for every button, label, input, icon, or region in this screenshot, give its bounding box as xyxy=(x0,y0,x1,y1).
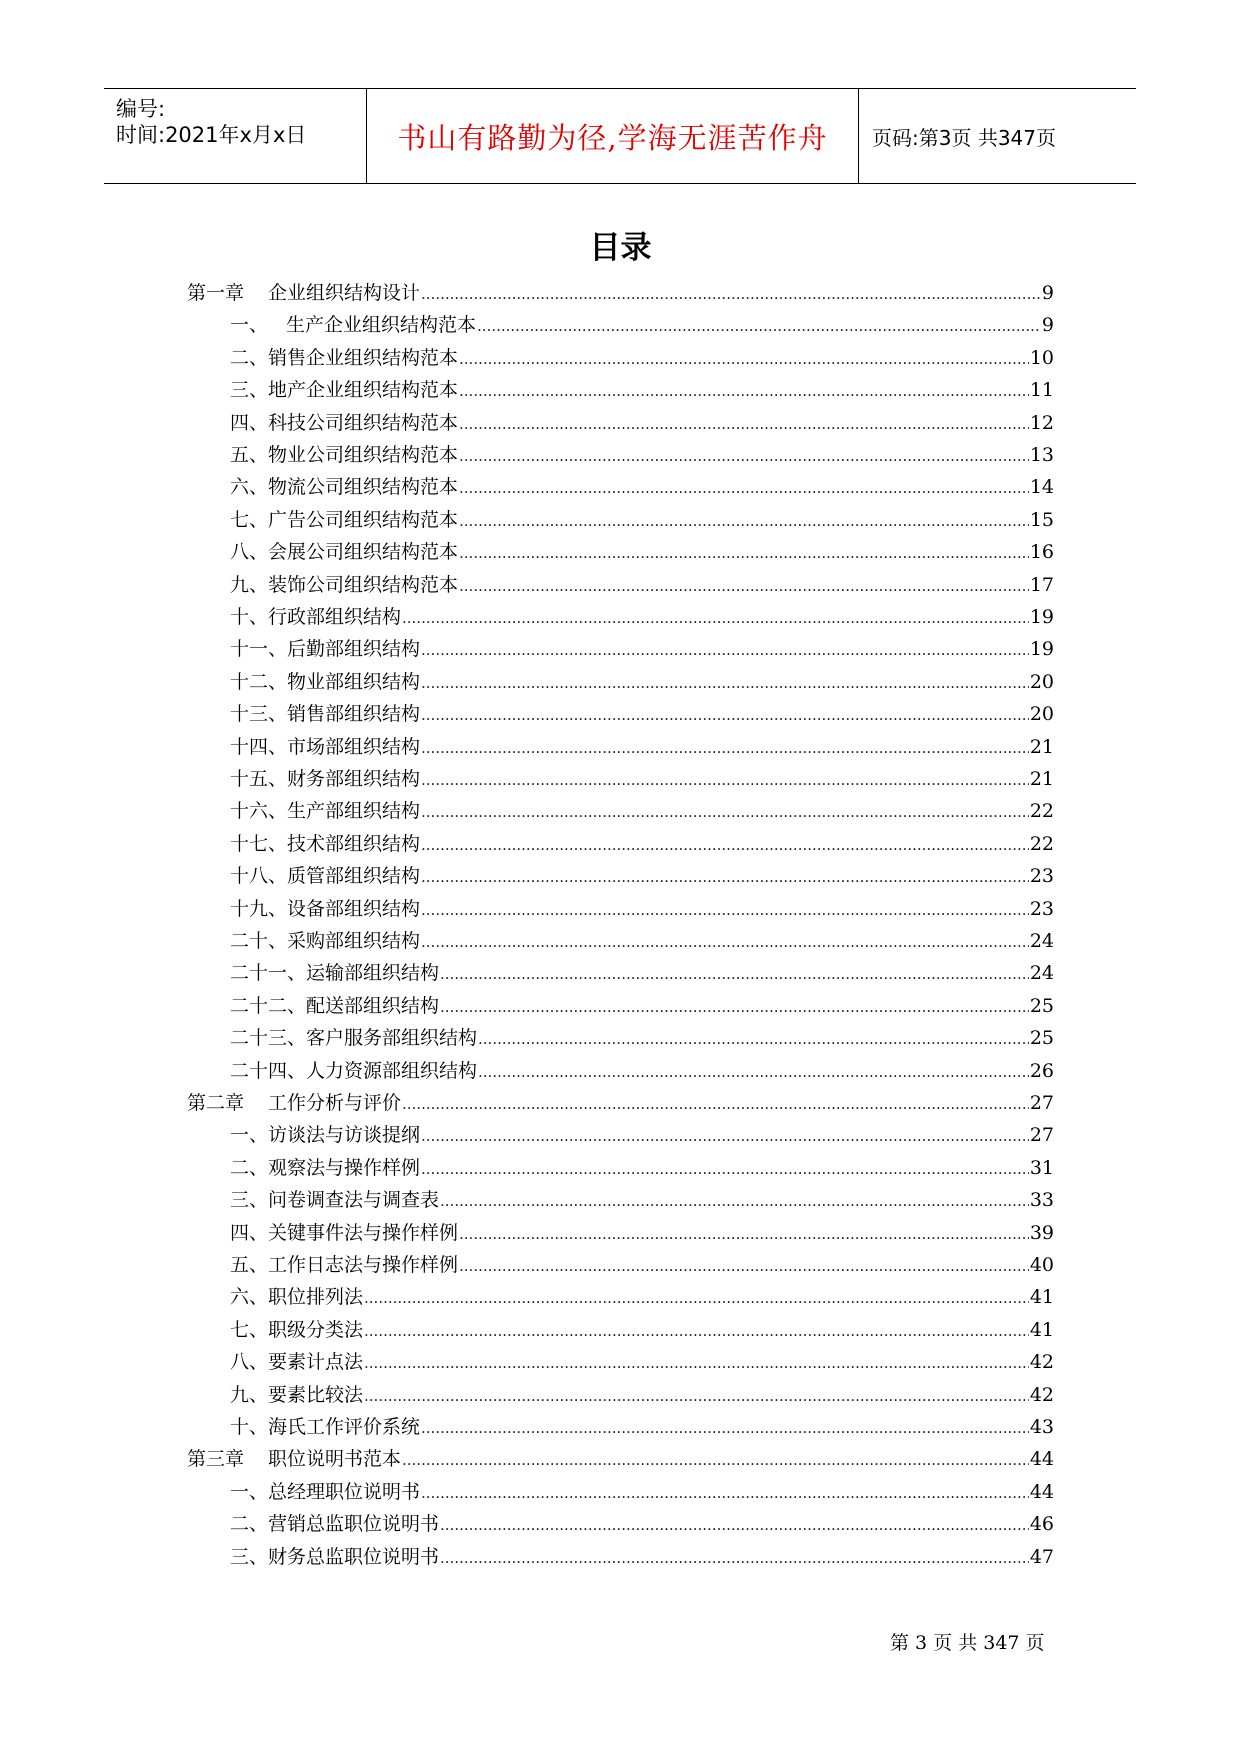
toc-dot-leader xyxy=(421,703,1029,725)
document-time-label: 时间:2021年x月x日 xyxy=(116,123,307,147)
toc-entry-title xyxy=(230,764,420,791)
toc-page-number: 14 xyxy=(1029,476,1054,499)
toc-entry-title xyxy=(230,343,458,370)
toc-dot-leader xyxy=(459,541,1029,563)
toc-page-number: 43 xyxy=(1029,1416,1054,1438)
toc-entry-text: 十一、后勤部组织结构 xyxy=(230,638,421,661)
toc-section-row[interactable] xyxy=(230,861,1054,891)
toc-section-row[interactable] xyxy=(230,699,1054,729)
toc-section-row[interactable] xyxy=(230,796,1054,826)
toc-page-number: 22 xyxy=(1029,800,1054,823)
toc-dot-leader xyxy=(459,347,1029,369)
toc-entry-title xyxy=(230,602,401,629)
toc-entry-title xyxy=(230,440,458,467)
toc-dot-leader xyxy=(421,898,1029,920)
toc-entry-title xyxy=(230,505,458,532)
toc-page-number: 16 xyxy=(1029,541,1054,564)
toc-page-number: 12 xyxy=(1029,411,1054,434)
toc-page-number: 41 xyxy=(1029,1286,1054,1309)
toc-entry-text: 七、广告公司组织结构范本 xyxy=(230,508,459,531)
toc-entry-text: 十九、设备部组织结构 xyxy=(230,897,421,920)
toc-page-number: 42 xyxy=(1029,1351,1054,1374)
toc-entry-text: 十五、财务部组织结构 xyxy=(230,768,421,790)
toc-page-number: 40 xyxy=(1029,1254,1054,1276)
header-left-cell xyxy=(104,89,367,183)
toc-dot-leader xyxy=(421,1157,1029,1179)
toc-entry-title xyxy=(230,958,439,985)
toc-entry-text: 十七、技术部组织结构 xyxy=(230,832,421,855)
toc-section-row[interactable] xyxy=(230,310,1054,340)
toc-section-row[interactable] xyxy=(230,958,1054,988)
toc-page-number: 39 xyxy=(1029,1221,1054,1244)
toc-entry-text: 八、要素计点法 xyxy=(230,1351,364,1374)
toc-entry-text: 三、地产企业组织结构范本 xyxy=(230,379,459,402)
toc-entry-title xyxy=(187,1088,401,1115)
toc-section-row[interactable] xyxy=(230,1412,1054,1442)
toc-entry-text: 九、要素比较法 xyxy=(230,1383,364,1406)
toc-dot-leader xyxy=(421,865,1029,887)
toc-dot-leader xyxy=(459,476,1029,498)
toc-page-number: 24 xyxy=(1029,930,1054,952)
toc-dot-leader xyxy=(364,1351,1029,1373)
toc-section-row[interactable] xyxy=(230,1347,1054,1377)
toc-entry-text: 二十三、客户服务部组织结构 xyxy=(230,1027,478,1050)
header-motto: 书山有路勤为径,学海无涯苦作舟 xyxy=(397,120,828,155)
toc-page-number: 44 xyxy=(1029,1480,1054,1503)
toc-section-row[interactable] xyxy=(230,1120,1054,1150)
toc-page-number: 19 xyxy=(1029,638,1054,661)
toc-entry-title xyxy=(230,472,458,499)
toc-dot-leader xyxy=(459,444,1029,466)
toc-section-row[interactable] xyxy=(230,440,1054,470)
toc-page-number: 27 xyxy=(1029,1092,1054,1114)
toc-section-row[interactable] xyxy=(230,1380,1054,1410)
toc-entry-prefix: 第二章 xyxy=(187,1092,245,1114)
toc-entry-text: 六、职位排列法 xyxy=(230,1286,364,1309)
toc-page-number: 46 xyxy=(1029,1513,1054,1536)
toc-page-number: 26 xyxy=(1029,1059,1054,1082)
toc-dot-leader xyxy=(421,1124,1029,1146)
toc-section-row[interactable] xyxy=(230,408,1054,438)
toc-entry-title xyxy=(230,375,458,402)
toc-entry-text: 六、物流公司组织结构范本 xyxy=(230,476,459,499)
toc-entry-title xyxy=(230,570,458,597)
toc-section-row[interactable] xyxy=(230,1542,1054,1572)
toc-dot-leader xyxy=(478,1060,1029,1082)
toc-entry-text: 一、总经理职位说明书 xyxy=(230,1480,421,1503)
toc-entry-text: 十八、质管部组织结构 xyxy=(230,865,421,888)
toc-dot-leader xyxy=(477,314,1041,336)
toc-entry-prefix: 第三章 xyxy=(187,1448,245,1471)
toc-dot-leader xyxy=(440,962,1029,984)
toc-section-row[interactable] xyxy=(230,602,1054,632)
toc-page-number: 17 xyxy=(1029,573,1054,596)
toc-entry-text: 职位说明书范本 xyxy=(268,1448,402,1471)
toc-section-row[interactable] xyxy=(230,343,1054,373)
toc-entry-title xyxy=(230,1477,420,1504)
toc-entry-title xyxy=(187,1444,401,1471)
toc-section-row[interactable] xyxy=(230,1023,1054,1053)
toc-dot-leader xyxy=(364,1384,1029,1406)
toc-section-row[interactable] xyxy=(230,829,1054,859)
toc-dot-leader xyxy=(421,833,1029,855)
toc-entry-title xyxy=(230,991,439,1018)
toc-dot-leader xyxy=(421,768,1029,790)
toc-dot-leader xyxy=(459,509,1029,531)
toc-entry-prefix: 一、 xyxy=(230,314,269,337)
toc-entry-title xyxy=(230,829,420,856)
toc-section-row[interactable] xyxy=(230,1250,1054,1280)
toc-page-number: 41 xyxy=(1029,1318,1054,1341)
toc-page-number: 23 xyxy=(1029,897,1054,920)
toc-entry-text: 一、访谈法与访谈提纲 xyxy=(230,1124,421,1147)
toc-entry-title xyxy=(230,634,420,661)
toc-entry-title xyxy=(230,894,420,921)
toc-dot-leader xyxy=(364,1286,1029,1308)
toc-dot-leader xyxy=(440,1513,1029,1535)
toc-section-row[interactable] xyxy=(230,472,1054,502)
toc-dot-leader xyxy=(459,574,1029,596)
toc-entry-title xyxy=(230,861,420,888)
toc-section-row[interactable] xyxy=(230,1282,1054,1312)
toc-dot-leader xyxy=(421,1481,1029,1503)
toc-entry-text: 三、财务总监职位说明书 xyxy=(230,1545,440,1568)
toc-dot-leader xyxy=(459,1222,1029,1244)
toc-entry-text: 企业组织结构设计 xyxy=(268,282,421,304)
toc-entry-title xyxy=(230,1056,477,1083)
toc-entry-title xyxy=(230,732,420,759)
toc-entry-title xyxy=(230,1347,363,1374)
toc-page-number: 25 xyxy=(1029,994,1054,1017)
toc-entry-title xyxy=(230,310,476,337)
toc-page-number: 31 xyxy=(1029,1156,1054,1179)
toc-dot-leader xyxy=(421,1416,1029,1438)
toc-page-number: 21 xyxy=(1029,735,1054,758)
toc-entry-title xyxy=(230,796,420,823)
toc-section-row[interactable] xyxy=(230,1185,1054,1215)
toc-entry-title xyxy=(230,667,420,694)
toc-entry-text: 五、工作日志法与操作样例 xyxy=(230,1254,459,1276)
toc-entry-title xyxy=(230,1185,439,1212)
toc-dot-leader xyxy=(421,671,1029,693)
toc-section-row[interactable] xyxy=(230,505,1054,535)
toc-section-row[interactable] xyxy=(230,1218,1054,1248)
toc-section-row[interactable] xyxy=(230,1509,1054,1539)
toc-page-number: 10 xyxy=(1029,346,1054,369)
toc-page-number: 44 xyxy=(1029,1448,1054,1471)
toc-page-number: 22 xyxy=(1029,832,1054,855)
toc-page-number: 20 xyxy=(1029,670,1054,693)
toc-section-row[interactable] xyxy=(230,926,1054,956)
document-number-label: 编号: xyxy=(116,97,166,121)
toc-section-row[interactable] xyxy=(230,375,1054,405)
toc-dot-leader xyxy=(440,995,1029,1017)
toc-entry-title xyxy=(230,1250,458,1277)
page-footer: 第 3 页 共 347 页 xyxy=(890,1632,1045,1654)
toc-entry-text: 生产企业组织结构范本 xyxy=(286,314,477,337)
toc-entry-text: 十三、销售部组织结构 xyxy=(230,703,421,726)
header-page-info: 页码:第3页 共347页 xyxy=(872,125,1056,150)
toc-entry-title xyxy=(230,1542,439,1569)
toc-page-number: 21 xyxy=(1029,768,1054,790)
page-header xyxy=(104,88,1136,184)
toc-entry-text: 四、关键事件法与操作样例 xyxy=(230,1221,459,1244)
toc-entry-text: 三、问卷调查法与调查表 xyxy=(230,1189,440,1212)
toc-entry-text: 工作分析与评价 xyxy=(268,1092,402,1114)
toc-entry-text: 八、会展公司组织结构范本 xyxy=(230,541,459,564)
toc-entry-text: 二十四、人力资源部组织结构 xyxy=(230,1059,478,1082)
toc-dot-leader xyxy=(459,379,1029,401)
toc-page-number: 11 xyxy=(1029,379,1054,402)
toc-page-number: 15 xyxy=(1029,508,1054,531)
toc-entry-text: 二、销售企业组织结构范本 xyxy=(230,346,459,369)
toc-page-number: 20 xyxy=(1029,703,1054,726)
page-title: 目录 xyxy=(589,230,652,266)
toc-entry-text: 十二、物业部组织结构 xyxy=(230,670,421,693)
toc-entry-title xyxy=(187,278,420,305)
toc-entry-title xyxy=(230,1218,458,1245)
toc-entry-title xyxy=(230,1380,363,1407)
toc-entry-title xyxy=(230,408,458,435)
toc-page-number: 9 xyxy=(1041,282,1054,304)
toc-page-number: 47 xyxy=(1029,1545,1054,1568)
toc-chapter-row[interactable] xyxy=(187,278,1054,308)
toc-dot-leader xyxy=(440,1546,1029,1568)
toc-dot-leader xyxy=(459,412,1029,434)
toc-entry-text: 七、职级分类法 xyxy=(230,1318,364,1341)
toc-entry-title xyxy=(230,537,458,564)
toc-page-number: 25 xyxy=(1029,1027,1054,1050)
toc-dot-leader xyxy=(364,1319,1029,1341)
toc-section-row[interactable] xyxy=(230,634,1054,664)
toc-page-number: 27 xyxy=(1029,1124,1054,1147)
toc-entry-title xyxy=(230,1282,363,1309)
toc-chapter-row[interactable] xyxy=(187,1444,1054,1474)
toc-entry-title xyxy=(230,1023,477,1050)
toc-section-row[interactable] xyxy=(230,570,1054,600)
toc-section-row[interactable] xyxy=(230,894,1054,924)
header-page-info-cell xyxy=(859,89,1136,183)
toc-page-number: 42 xyxy=(1029,1383,1054,1406)
toc-section-row[interactable] xyxy=(230,1056,1054,1086)
toc-entry-title xyxy=(230,1153,420,1180)
toc-entry-text: 二、观察法与操作样例 xyxy=(230,1156,421,1179)
toc-page-number: 23 xyxy=(1029,865,1054,888)
toc-dot-leader xyxy=(421,638,1029,660)
toc-dot-leader xyxy=(421,800,1029,822)
toc-page-number: 9 xyxy=(1041,314,1054,337)
toc-page-number: 24 xyxy=(1029,962,1054,985)
toc-section-row[interactable] xyxy=(230,764,1054,794)
toc-entry-prefix: 第一章 xyxy=(187,282,245,304)
toc-entry-text: 四、科技公司组织结构范本 xyxy=(230,411,459,434)
toc-section-row[interactable] xyxy=(230,667,1054,697)
toc-entry-title xyxy=(230,1412,420,1439)
toc-section-row[interactable] xyxy=(230,732,1054,762)
toc-section-row[interactable] xyxy=(230,1315,1054,1345)
toc-dot-leader xyxy=(421,736,1029,758)
toc-dot-leader xyxy=(440,1189,1029,1211)
toc-dot-leader xyxy=(459,1254,1029,1276)
toc-dot-leader xyxy=(421,282,1041,304)
toc-page-number: 33 xyxy=(1029,1189,1054,1212)
toc-dot-leader xyxy=(421,930,1029,952)
toc-section-row[interactable] xyxy=(230,1477,1054,1507)
toc-entry-title xyxy=(230,1315,363,1342)
toc-entry-text: 十、海氏工作评价系统 xyxy=(230,1416,421,1438)
toc-dot-leader xyxy=(478,1027,1029,1049)
toc-page-number: 19 xyxy=(1029,606,1054,628)
toc-entry-text: 十四、市场部组织结构 xyxy=(230,735,421,758)
toc-entry-title xyxy=(230,1120,420,1147)
toc-entry-text: 二十一、运输部组织结构 xyxy=(230,962,440,985)
toc-chapter-row[interactable] xyxy=(187,1088,1054,1118)
toc-dot-leader xyxy=(402,1448,1029,1470)
toc-entry-text: 十六、生产部组织结构 xyxy=(230,800,421,823)
toc-entry-text: 九、装饰公司组织结构范本 xyxy=(230,573,459,596)
toc-entry-text: 十、行政部组织结构 xyxy=(230,606,402,628)
toc-section-row[interactable] xyxy=(230,991,1054,1021)
toc-entry-text: 二、营销总监职位说明书 xyxy=(230,1513,440,1536)
toc-dot-leader xyxy=(402,606,1029,628)
toc-entry-text: 二十、采购部组织结构 xyxy=(230,930,421,952)
toc-dot-leader xyxy=(402,1092,1029,1114)
toc-entry-text: 五、物业公司组织结构范本 xyxy=(230,444,459,466)
toc-entry-title xyxy=(230,1509,439,1536)
toc-section-row[interactable] xyxy=(230,537,1054,567)
toc-section-row[interactable] xyxy=(230,1153,1054,1183)
toc-entry-text: 二十二、配送部组织结构 xyxy=(230,994,440,1017)
header-motto-cell xyxy=(367,89,859,183)
toc-entry-title xyxy=(230,926,420,953)
toc-entry-title xyxy=(230,699,420,726)
toc-page-number: 13 xyxy=(1029,444,1054,466)
